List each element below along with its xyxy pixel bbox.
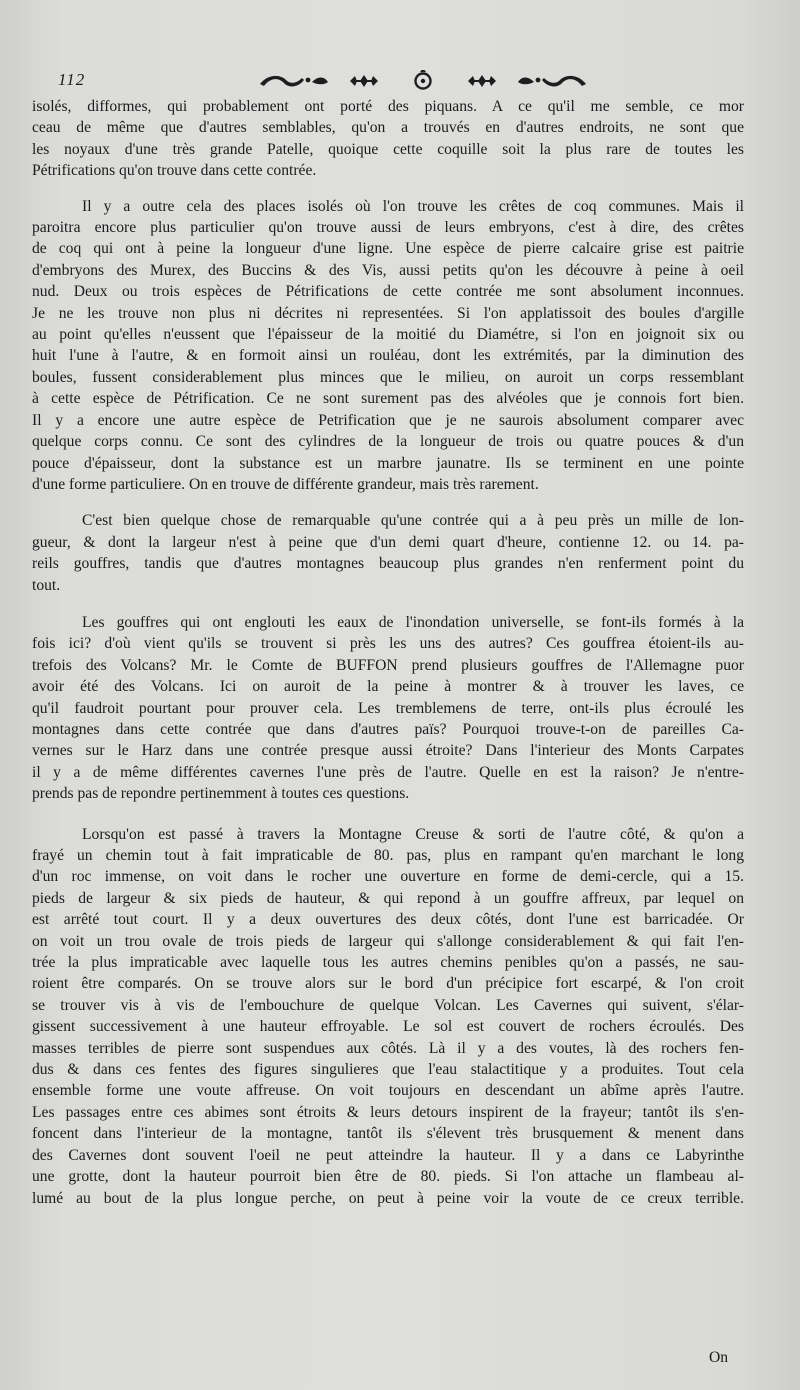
running-header (58, 70, 748, 94)
text-line: isolés, difformes, qui probablement ont porté des piquans. A ce qu'il me semble, ce mor (32, 98, 744, 115)
page-number: 112 (58, 70, 86, 89)
text-line: pieds de largeur & six pieds de hauteur, & qui repond à un gouffre affreux, par lequel on (32, 889, 744, 907)
text-line: on voit un trou ovale de trois pieds de largeur qui s'allonge considerablement & qui fait l'en- (32, 932, 744, 950)
paragraph-3 (32, 510, 744, 596)
paragraph-4 (32, 612, 744, 805)
text-line: Pétrifications qu'on trouve dans cette contrée. (32, 162, 317, 180)
text-line: se trouver vis à vis de l'embouchure de quelque Volcan. Les Cavernes qui suivent, s'élar- (32, 996, 744, 1014)
text-line: gissent successivement à une hauteur effroyable. Le sol est couvert de rochers écroulés. Des (32, 1018, 744, 1036)
text-line: huit l'une à l'autre, & en formoit ainsi un rouléau, dont les extrémités, par la diminution des (32, 347, 744, 365)
text-line: ensemble forme une voute affreuse. On voit toujours en descendant un abîme après l'autre. (32, 1082, 744, 1100)
text-line: prends pas de repondre pertinemment à toutes ces questions. (32, 785, 410, 803)
text-line: les noyaux d'une très grande Patelle, quoique cette coquille soit la plus rare de toutes les (32, 140, 744, 158)
text-line: tout. (32, 576, 61, 594)
text-line: des Cavernes dont souvent l'oeil ne peut atteindre la hauteur. Il y a dans ce Labyrinthe (32, 1146, 744, 1164)
text-line: montagnes dans cette contrée que dans d'autres païs? Pourquoi trouve-t-on de pareilles Ca- (32, 720, 744, 738)
text-line: il y a de même différentes cavernes l'une près de l'autre. Quelle en est la raison? Je n'entre- (32, 763, 744, 781)
header-ornament-icon (258, 70, 588, 92)
text-line: quelque corps connu. Ce sont des cylindres de la longueur de trois ou quatre pouces & d'un (32, 433, 744, 451)
text-line: trefois des Volcans? Mr. le Comte de BUFFON prend plusieurs gouffres de l'Allemagne puor (32, 656, 744, 674)
text-line: avoir été des Volcans. Ici on auroit de la peine à montrer & à trouver les laves, ce (32, 678, 744, 696)
text-line: Il y a outre cela des places isolés où l'on trouve les crêtes de coq communes. Mais il (82, 197, 744, 215)
text-line: fois ici? d'où vient qu'ils se trouvent si près les uns des autres? Ces gouffrea étoient-ils au- (32, 635, 744, 653)
text-line: roient être comparés. On se trouve alors sur le bord d'un précipice fort escarpé, & l'on croit (32, 975, 744, 993)
text-line: Il y a encore une autre espèce de Petrification que je ne saurois absolument comparer avec (32, 411, 744, 429)
text-line: boules, fussent considerablement plus minces que le milieu, on auroit un corps ressemblant (32, 368, 744, 386)
paragraph-1 (32, 96, 744, 182)
text-line: lumé au bout de la plus longue perche, on peut à peine voir la voute de ce creux terrible. (32, 1189, 744, 1207)
text-line: pouce d'épaisseur, dont la substance est un marbre jaunatre. Ils se terminent en une pointe (32, 454, 744, 472)
text-line: Lorsqu'on est passé à travers la Montagne Creuse & sorti de l'autre côté, & qu'on a (82, 825, 744, 843)
paragraph-2 (32, 196, 744, 496)
text-line: C'est bien quelque chose de remarquable qu'une contrée qui a à peu près un mille de lon- (82, 512, 744, 530)
text-line: qu'il faudroit pourtant pour prouver cela. Les tremblemens de terre, ont-ils plus écroulé les (32, 699, 744, 717)
body-text (32, 96, 744, 1209)
text-line: d'un roc immense, on voit dans le rocher une ouverture en forme de demi-cercle, qui a 15. (32, 868, 744, 886)
text-line: Les passages entre ces abimes sont étroits & leurs detours inspirent de la frayeur; tantôt ils s'en- (32, 1103, 744, 1121)
text-line: foncent dans l'interieur de la montagne, tantôt ils s'élevent très brusquement & menent dans (32, 1125, 744, 1143)
text-line: de coq qui ont à peine la longueur d'une ligne. Une espèce de pierre calcaire grise est paitrie (32, 240, 744, 258)
text-line: frayé un chemin tout à fait impraticable de 80. pas, plus en rampant qu'en marchant le long (32, 847, 744, 864)
text-line: d'une forme particuliere. On en trouve de différente grandeur, mais très rarement. (32, 475, 539, 493)
text-line: au point qu'elles n'eussent que l'épaisseur de la moitié du Diamétre, si l'on en joignoit six ou (32, 326, 744, 344)
text-line: est arrêté tout court. Il y a deux ouvertures des deux côtés, dont l'une est barricadée. Or (32, 911, 744, 929)
text-line: Je ne les trouve non plus ni décrites ni representées. Si l'on applatissoit des boules d'argille (32, 304, 744, 322)
text-line: dus & dans ces fentes des figures singulieres que l'eau stalactitique y a produites. Tout cela (32, 1061, 744, 1079)
paragraph-5 (32, 824, 744, 1209)
catchword: On (708, 1349, 728, 1366)
text-line: reils gouffres, tandis que d'autres montagnes beaucoup plus grandes n'en renferment point du (32, 555, 744, 573)
text-line: vernes sur le Harz dans une contrée presque aussi étroite? Dans l'interieur des Monts Carpates (32, 742, 744, 760)
text-line: une grotte, dont la hauteur pourroit bien être de 80. pieds. Si l'on attache un flambeau al- (32, 1168, 744, 1186)
text-line: à cette espèce de Pétrification. Ce ne sont surement pas des alvéoles que je connois fort bien. (32, 390, 744, 408)
text-line: d'embryons des Murex, des Buccins & des Vis, aussi petits qu'on les découvre à peine à oeil (32, 261, 744, 279)
text-line: paroitra encore plus particulier qu'on trouve aussi de leurs embryons, c'est à dire, des crêtes (32, 219, 744, 237)
text-line: Les gouffres qui ont englouti les eaux de l'inondation universelle, se font-ils formés à la (82, 613, 744, 631)
text-line: gueur, & dont la largeur n'est à peine que d'un demi quart d'heure, contienne 12. ou 14. pa- (32, 533, 744, 551)
text-line: trée la plus impraticable avec laquelle tous les autres chemins penibles qu'on a passés, ne sau- (32, 954, 744, 972)
text-line: masses terribles de pierre sont suspendues aux côtés. Là il y a des voutes, là des rochers fen- (32, 1039, 744, 1057)
text-line: ceau de même que d'autres semblables, qu'on a trouvés en d'autres endroits, ne sont que (32, 119, 744, 137)
text-line: nud. Deux ou trois espèces de Pétrifications de cette contrée me sont absolument inconnues. (32, 283, 744, 301)
